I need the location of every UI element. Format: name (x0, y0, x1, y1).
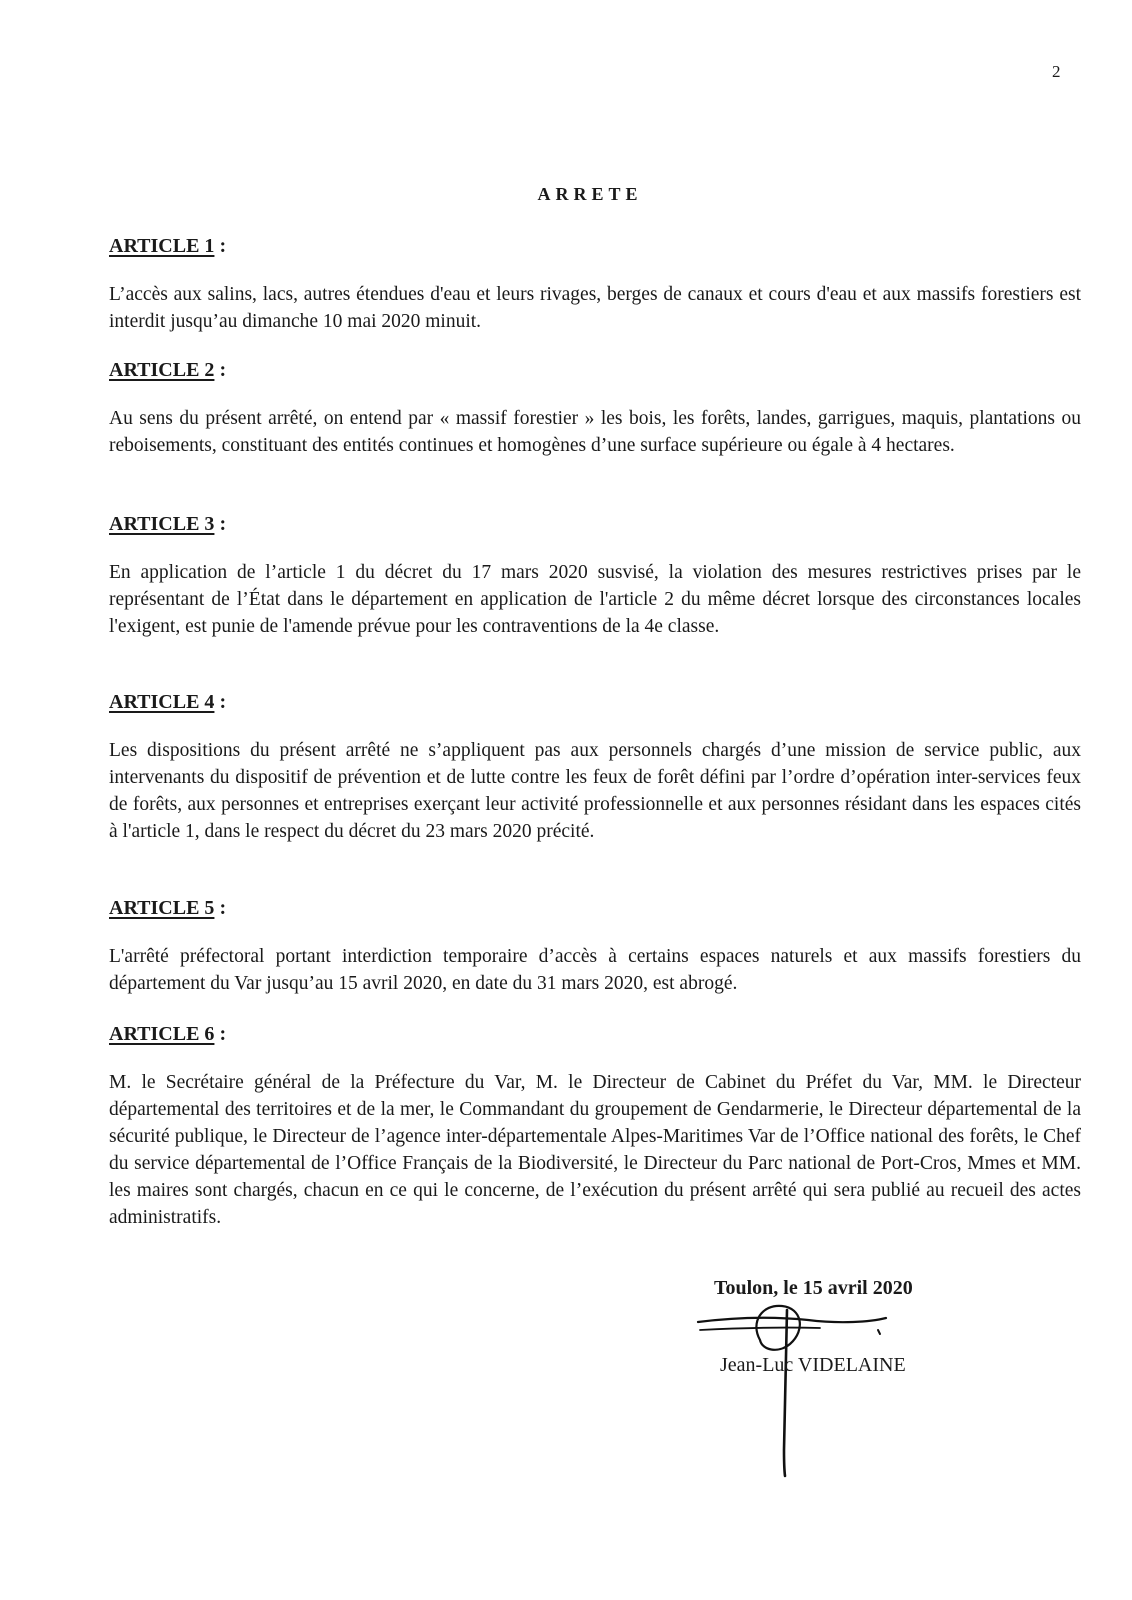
article-4-colon: : (214, 691, 227, 713)
article-2 (109, 358, 1081, 459)
article-4-text: Les dispositions du présent arrêté ne s’appliquent pas aux personnels chargés d’une mission de service public, aux intervenants du dispositif de prévention et de lutte contre les feux de forêt défini par l’ordre d’opération inter-services feux de forêts, aux personnes et entreprises exerçant leur activité professionnelle et aux personnes résidant dans les espaces cités à l'article 1, dans le respect du décret du 23 mars 2020 précité. (109, 740, 1081, 842)
article-6-text: M. le Secrétaire général de la Préfecture du Var, M. le Directeur de Cabinet du Préfet du Var, MM. le Directeur départemental des territoires et de la mer, le Commandant du groupement de Gendarmerie, le Directeur départemental de la sécurité publique, le Directeur de l’agence inter-départementale Alpes-Maritimes Var de l’Office national des forêts, le Chef du service départemental de l’Office Français de la Biodiversité, le Directeur du Parc national de Port-Cros, Mmes et MM. les maires sont chargés, chacun en ce qui le concerne, de l’exécution du présent arrêté qui sera publié au recueil des actes administratifs. (109, 1072, 1081, 1228)
article-3-colon: : (214, 513, 227, 535)
article-2-colon: : (214, 359, 227, 381)
article-3-label: ARTICLE 3 (109, 513, 215, 535)
article-3 (109, 512, 1081, 640)
article-1-colon: : (214, 235, 227, 257)
article-2-heading (109, 358, 1081, 382)
article-2-text: Au sens du présent arrêté, on entend par « massif forestier » les bois, les forêts, landes, garrigues, maquis, plantations ou reboisements, constituant des entités continues et homogènes d’une surface supérieure ou égale à 4 hectares. (109, 408, 1081, 456)
article-2-label: ARTICLE 2 (109, 359, 215, 381)
article-3-heading (109, 512, 1081, 536)
article-1-heading (109, 234, 1081, 258)
article-1-label: ARTICLE 1 (109, 235, 215, 257)
article-5-text: L'arrêté préfectoral portant interdiction temporaire d’accès à certains espaces naturels et aux massifs forestiers du département du Var jusqu’au 15 avril 2020, en date du 31 mars 2020, est abrogé. (109, 946, 1081, 994)
article-5-colon: : (214, 897, 227, 919)
handwritten-signature (690, 1300, 900, 1480)
article-5-label: ARTICLE 5 (109, 897, 215, 919)
article-1-text: L’accès aux salins, lacs, autres étendues d'eau et leurs rivages, berges de canaux et cours d'eau et aux massifs forestiers est interdit jusqu’au dimanche 10 mai 2020 minuit. (109, 284, 1081, 332)
article-6-colon: : (214, 1023, 227, 1045)
page-number: 2 (1052, 62, 1061, 81)
article-4-label: ARTICLE 4 (109, 691, 215, 713)
article-5 (109, 896, 1081, 997)
signatory-name: Jean-Luc VIDELAINE (720, 1354, 906, 1376)
article-4-heading (109, 690, 1081, 714)
article-6-label: ARTICLE 6 (109, 1023, 215, 1045)
article-6 (109, 1022, 1081, 1231)
article-6-heading (109, 1022, 1081, 1046)
place-and-date: Toulon, le 15 avril 2020 (714, 1277, 913, 1299)
article-5-heading (109, 896, 1081, 920)
article-3-text: En application de l’article 1 du décret du 17 mars 2020 susvisé, la violation des mesures restrictives prises par le représentant de l’État dans le département en application de l'article 2 du même décret lorsque des circonstances locales l'exigent, est punie de l'amende prévue pour les contraventions de la 4e classe. (109, 562, 1081, 637)
article-1 (109, 234, 1081, 335)
document-title: ARRETE (537, 184, 643, 204)
article-4 (109, 690, 1081, 845)
